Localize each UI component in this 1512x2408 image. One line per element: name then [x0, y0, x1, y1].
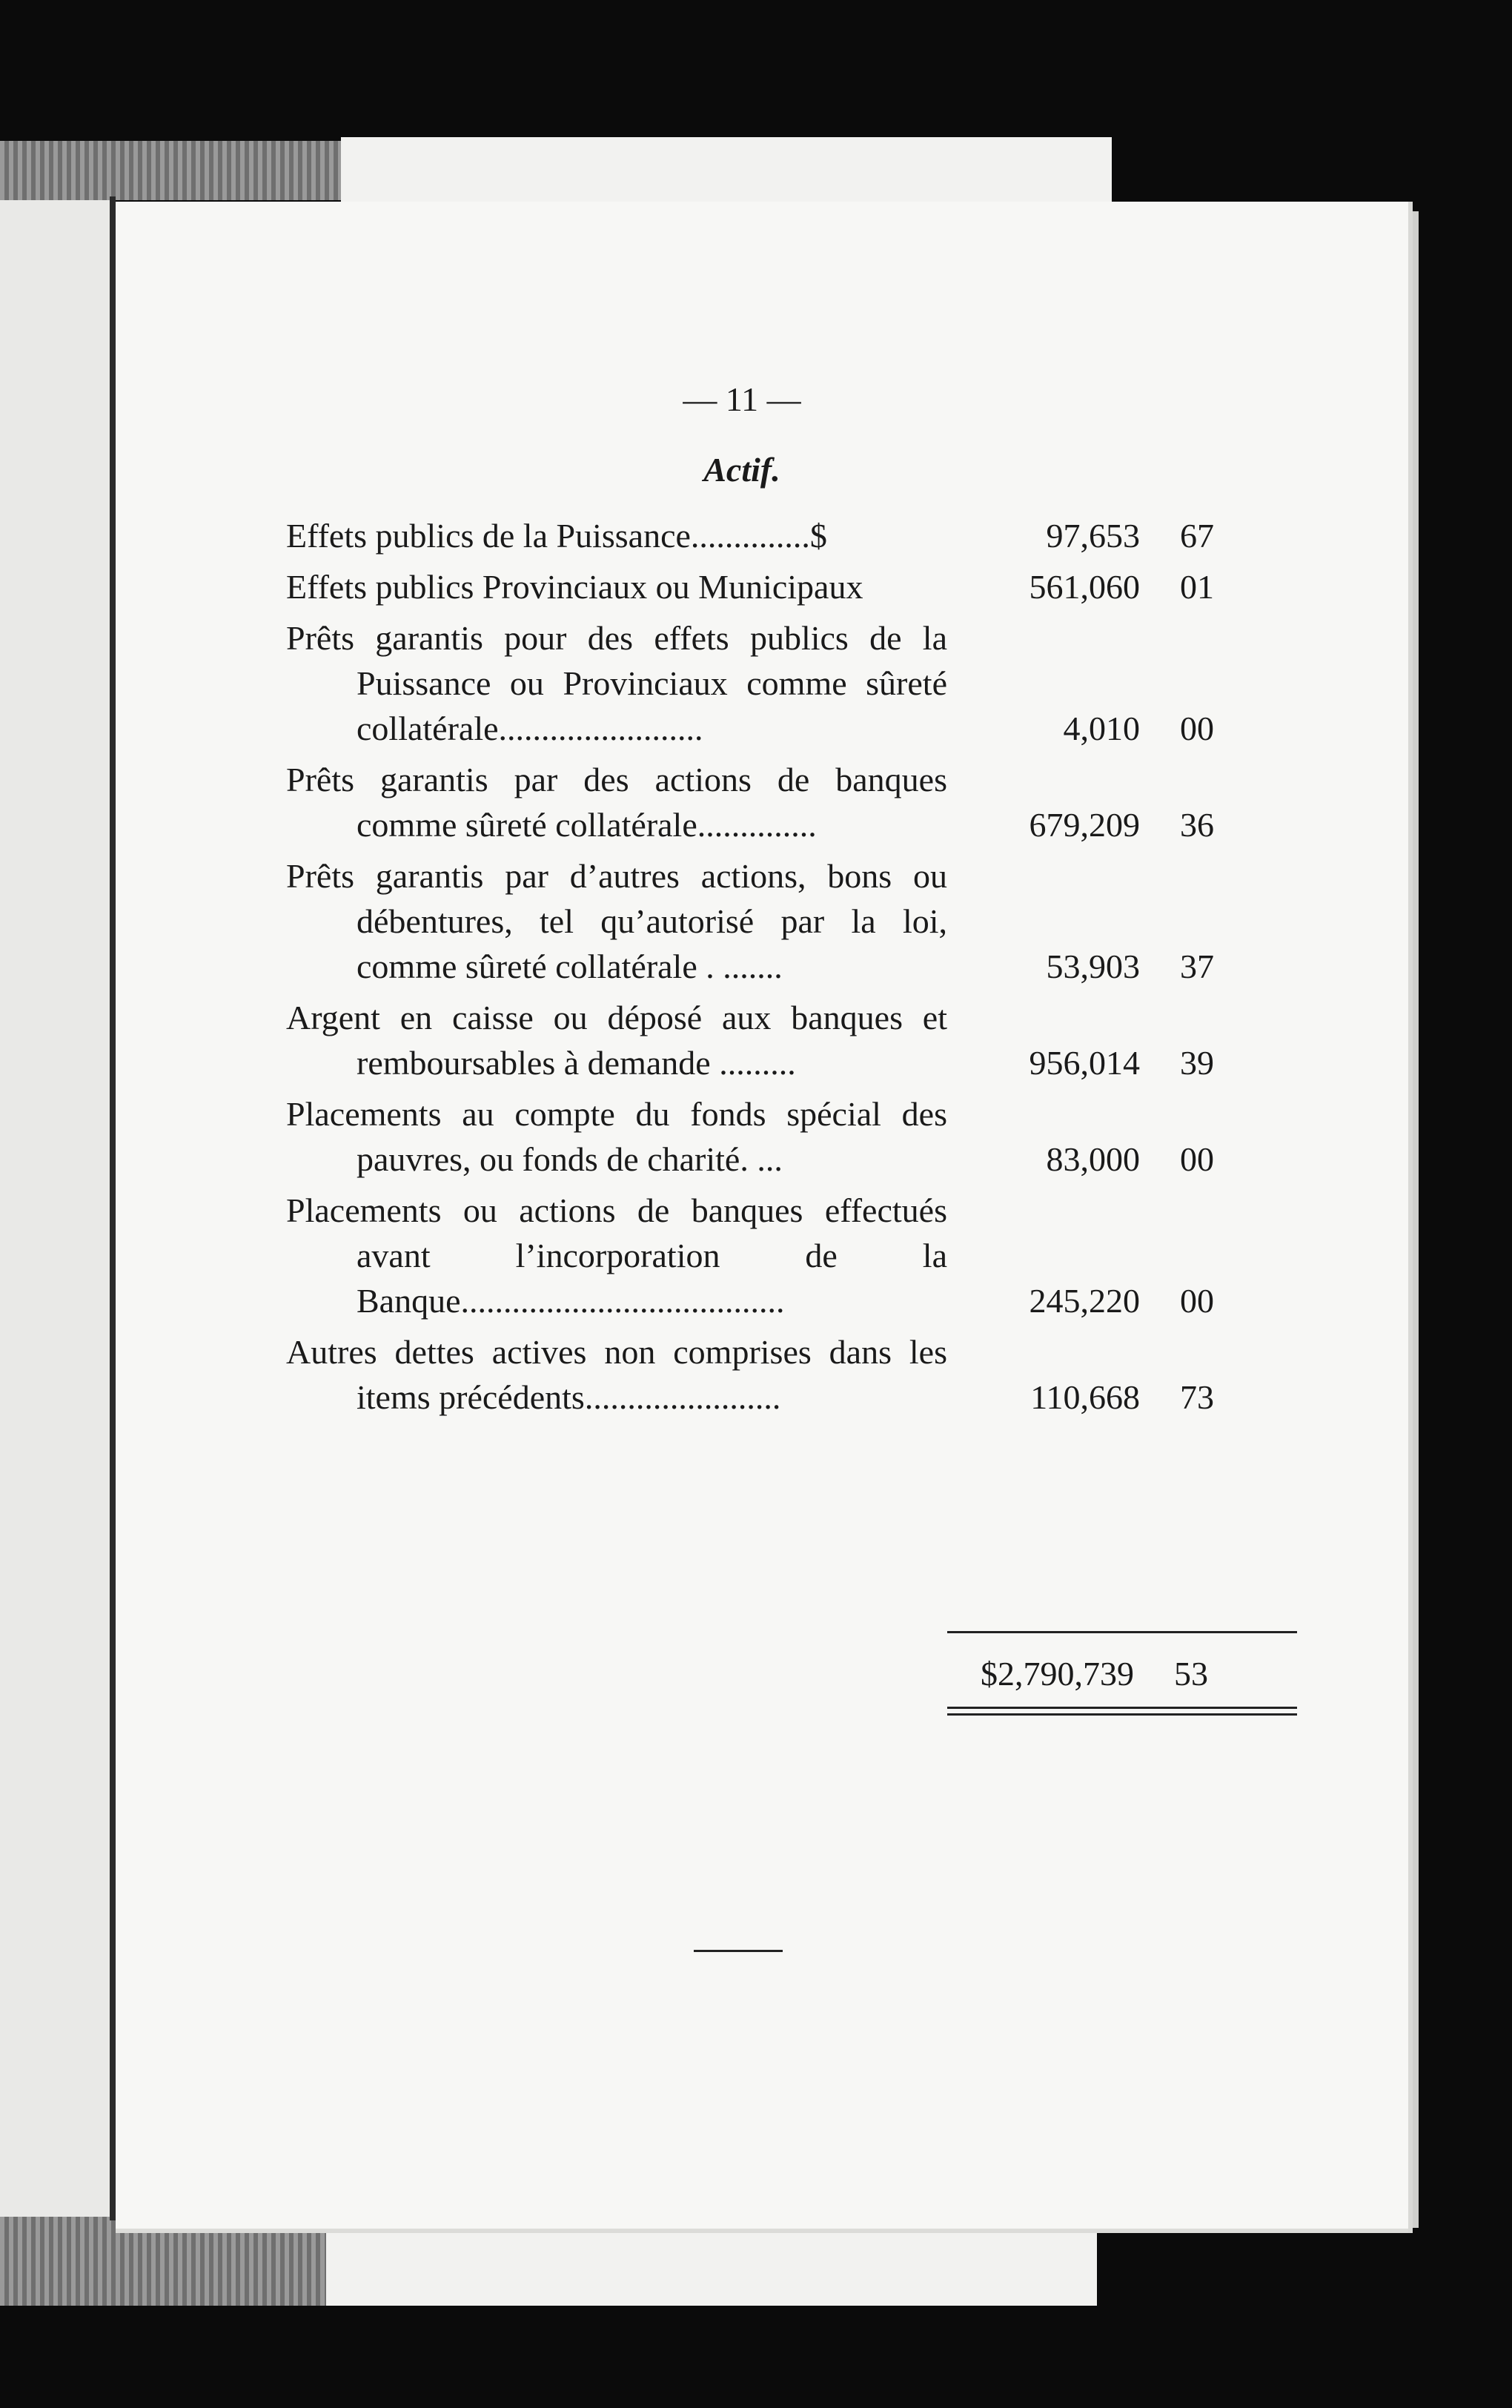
- asset-entry: [286, 995, 1298, 1085]
- asset-dollars: 110,668: [1030, 1378, 1140, 1416]
- asset-dollars: 97,653: [1046, 517, 1140, 555]
- total-cents: 53: [1174, 1655, 1208, 1693]
- section-end-rule: [694, 1950, 783, 1952]
- asset-description: Effets publics de la Puissance..............$: [286, 517, 827, 555]
- asset-description: Prêts garantis pour des effets publics de la Puissance ou Provinciaux comme sûreté collatérale........................: [286, 619, 947, 747]
- asset-cents: 39: [1180, 1044, 1214, 1082]
- asset-description: Effets publics Provinciaux ou Municipaux: [286, 568, 863, 606]
- asset-cents: 00: [1180, 1140, 1214, 1178]
- subtotal-rule: [947, 1631, 1297, 1633]
- book-gutter: [110, 196, 116, 2220]
- asset-description: Autres dettes actives non comprises dans les items précédents.......................: [286, 1333, 947, 1416]
- asset-cents: 73: [1180, 1378, 1214, 1416]
- asset-entry: [286, 853, 1298, 989]
- asset-entry: [286, 757, 1298, 847]
- asset-description: Placements au compte du fonds spécial des pauvres, ou fonds de charité. ...: [286, 1095, 947, 1178]
- asset-description: Placements ou actions de banques effectués avant l’incorporation de la Banque......................................: [286, 1191, 947, 1320]
- document-page: [116, 202, 1413, 2233]
- asset-list: [286, 513, 1298, 1426]
- asset-entry: [286, 1091, 1298, 1182]
- page-number: — 11 —: [683, 380, 801, 418]
- asset-cents: 00: [1180, 710, 1214, 747]
- asset-entry: [286, 513, 1298, 558]
- asset-description: Prêts garantis par d’autres actions, bons ou débentures, tel qu’autorisé par la loi, comme sûreté collatérale . .......: [286, 857, 947, 985]
- scan-tab-top: [341, 137, 1112, 208]
- asset-entry: [286, 564, 1298, 609]
- scan-background-top-left: [0, 141, 341, 200]
- asset-cents: 01: [1180, 568, 1214, 606]
- section-heading: Actif.: [703, 451, 780, 489]
- asset-dollars: 679,209: [1029, 806, 1140, 844]
- asset-dollars: 53,903: [1046, 947, 1140, 985]
- asset-dollars: 245,220: [1029, 1282, 1140, 1320]
- asset-cents: 67: [1180, 517, 1214, 555]
- asset-description: Prêts garantis par des actions de banques comme sûreté collatérale..............: [286, 761, 947, 844]
- asset-dollars: 4,010: [1063, 710, 1140, 747]
- asset-dollars: 561,060: [1029, 568, 1140, 606]
- asset-description: Argent en caisse ou déposé aux banques et remboursables à demande .........: [286, 999, 947, 1082]
- asset-entry: [286, 1329, 1298, 1420]
- asset-cents: 36: [1180, 806, 1214, 844]
- total-dollars: $2,790,739: [981, 1655, 1134, 1693]
- total-row: [947, 1651, 1297, 1696]
- asset-entry: [286, 1188, 1298, 1323]
- asset-cents: 37: [1180, 947, 1214, 985]
- asset-dollars: 956,014: [1029, 1044, 1140, 1082]
- asset-entry: [286, 615, 1298, 751]
- facing-page: [0, 200, 111, 2217]
- total-double-rule: [947, 1707, 1297, 1716]
- asset-dollars: 83,000: [1046, 1140, 1140, 1178]
- asset-cents: 00: [1180, 1282, 1214, 1320]
